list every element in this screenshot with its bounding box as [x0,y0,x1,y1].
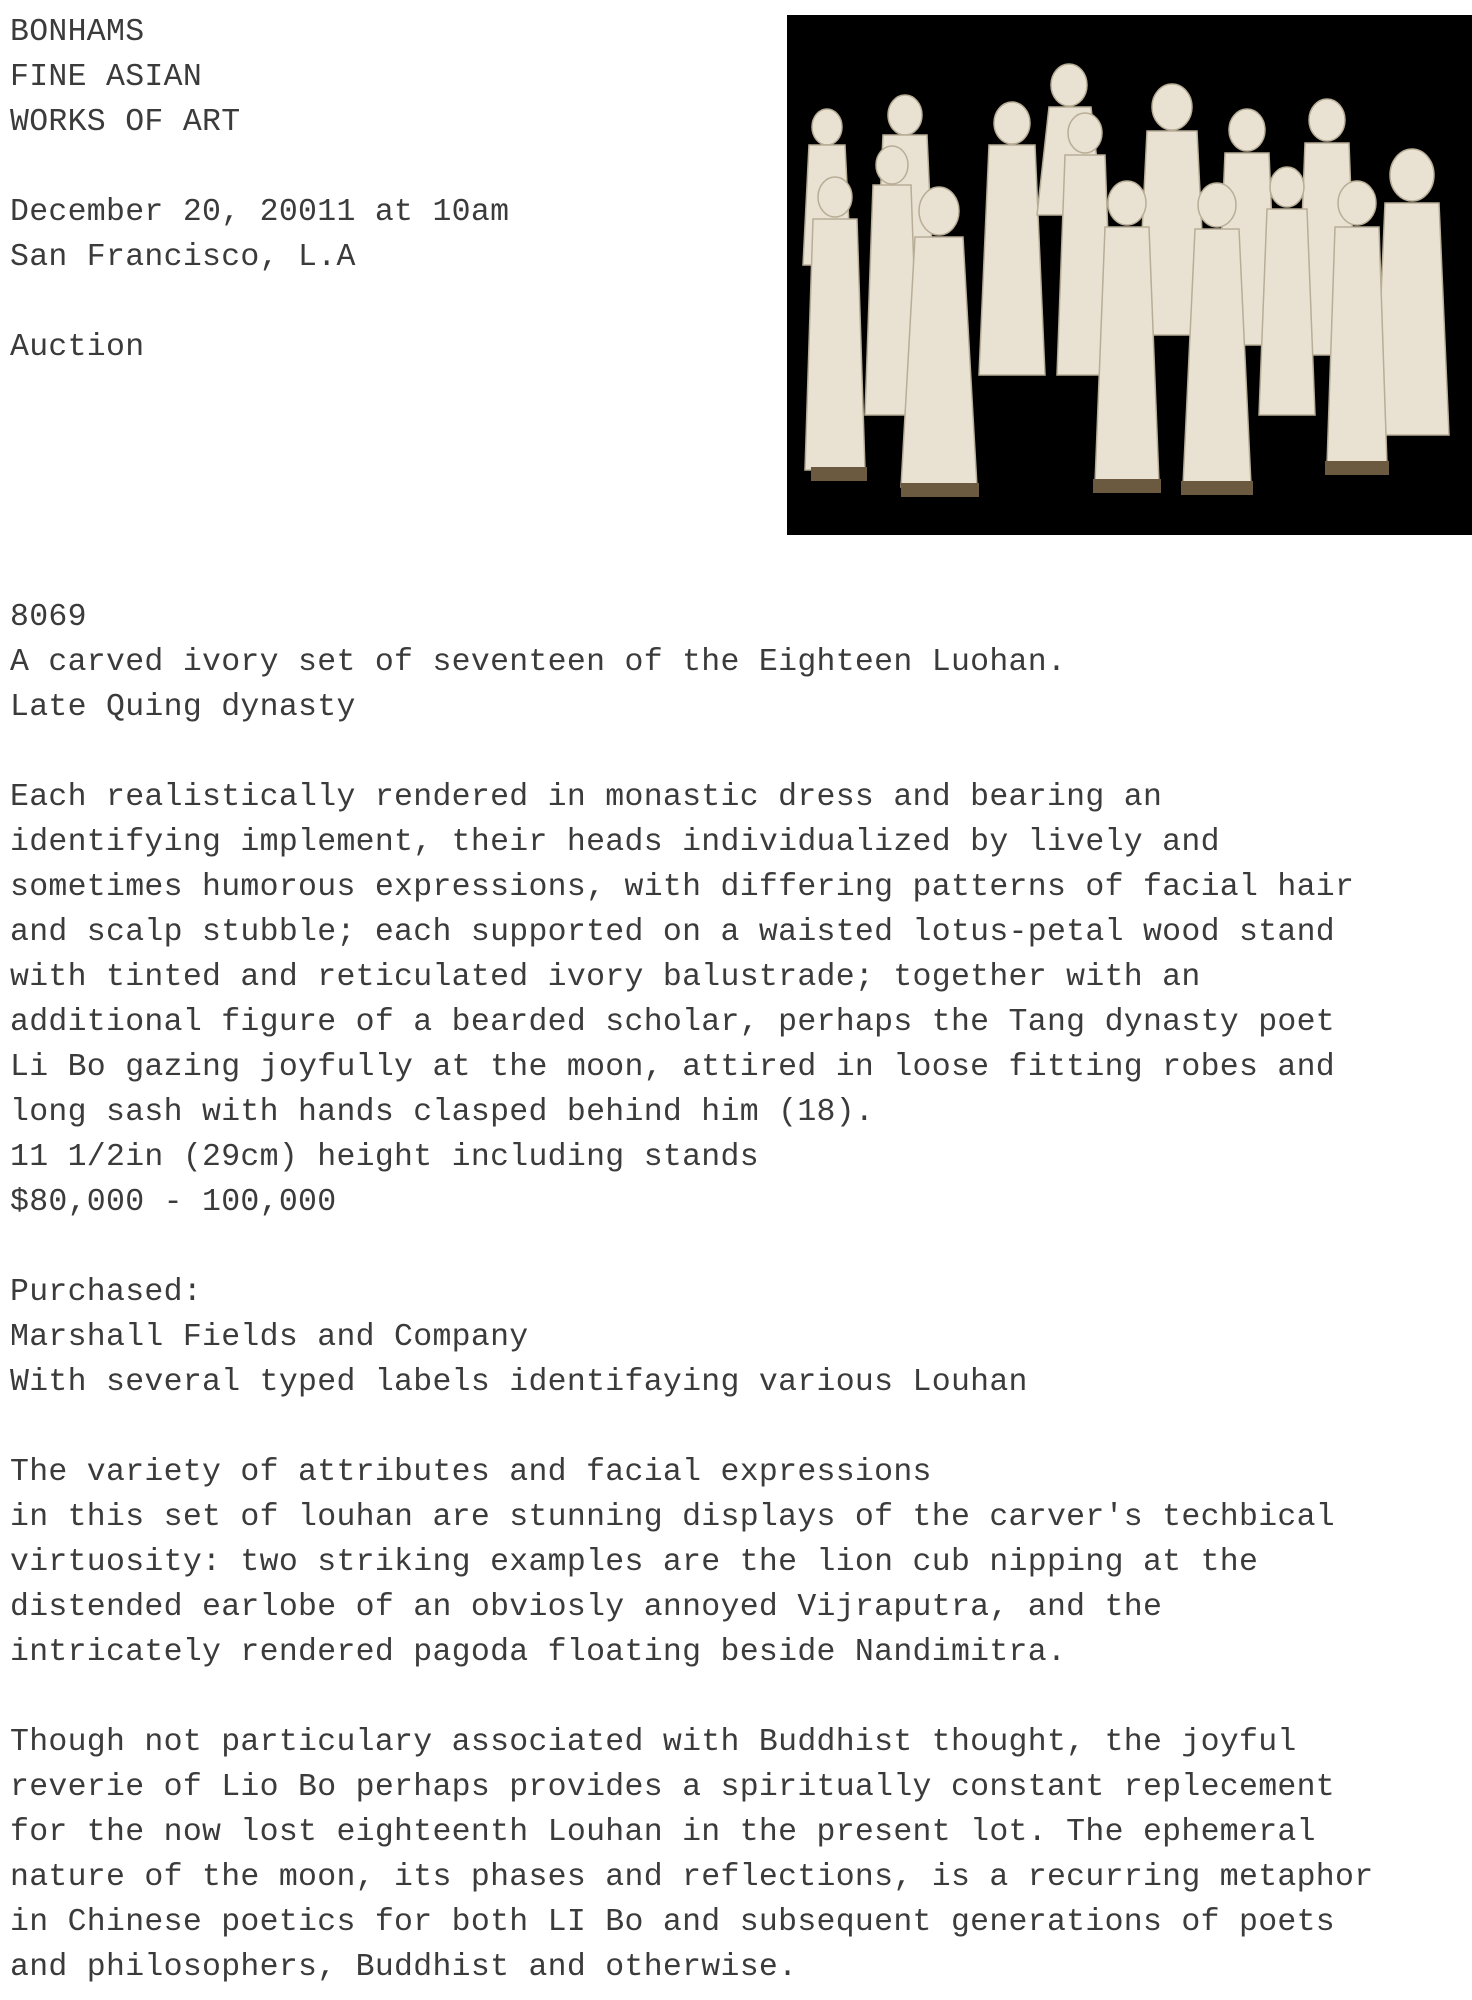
lot-number: 8069 [10,600,87,635]
essay-line: and philosophers, Buddhist and otherwise. [10,1950,798,1985]
essay-line: in this set of louhan are stunning displays of the carver's techbical [10,1500,1336,1535]
provenance-source: Marshall Fields and Company [10,1320,529,1355]
sale-title-line2: WORKS OF ART [10,105,241,140]
ivory-figures-illustration [787,15,1472,535]
essay-line: in Chinese poetics for both LI Bo and subsequent generations of poets [10,1905,1336,1940]
lot-period: Late Quing dynasty [10,690,356,725]
provenance-label: Purchased: [10,1275,203,1310]
essay-line: The variety of attributes and facial expressions [10,1455,932,1490]
lot-title: A carved ivory set of seventeen of the Eighteen Luohan. [10,645,1067,680]
description-line: long sash with hands clasped behind him (18). [10,1095,875,1130]
essay-line: nature of the moon, its phases and reflections, is a recurring metaphor [10,1860,1374,1895]
essay-line: for the now lost eighteenth Louhan in the present lot. The ephemeral [10,1815,1316,1850]
description-line: identifying implement, their heads individualized by lively and [10,825,1220,860]
essay-line: distended earlobe of an obviosly annoyed Vijraputra, and the [10,1590,1163,1625]
sale-location: San Francisco, L.A [10,240,356,275]
auction-house-name: BONHAMS [10,15,145,50]
essay-line: intricately rendered pagoda floating beside Nandimitra. [10,1635,1067,1670]
essay-line: virtuosity: two striking examples are the lion cub nipping at the [10,1545,1259,1580]
description-line: additional figure of a bearded scholar, perhaps the Tang dynasty poet [10,1005,1336,1040]
essay-line: reverie of Lio Bo perhaps provides a spiritually constant replecement [10,1770,1336,1805]
description-line: Li Bo gazing joyfully at the moon, attired in loose fitting robes and [10,1050,1336,1085]
luohan-figures-photo [787,15,1472,535]
description-line: sometimes humorous expressions, with differing patterns of facial hair [10,870,1355,905]
essay-line: Though not particulary associated with Buddhist thought, the joyful [10,1725,1297,1760]
description-line: with tinted and reticulated ivory balustrade; together with an [10,960,1201,995]
sale-type: Auction [10,330,145,365]
lot-dimensions: 11 1/2in (29cm) height including stands [10,1140,759,1175]
sale-date: December 20, 20011 at 10am [10,195,510,230]
description-line: Each realistically rendered in monastic dress and bearing an [10,780,1163,815]
description-line: and scalp stubble; each supported on a waisted lotus-petal wood stand [10,915,1336,950]
provenance-note: With several typed labels identifaying various Louhan [10,1365,1028,1400]
sale-title-line1: FINE ASIAN [10,60,203,95]
lot-estimate: $80,000 - 100,000 [10,1185,337,1220]
